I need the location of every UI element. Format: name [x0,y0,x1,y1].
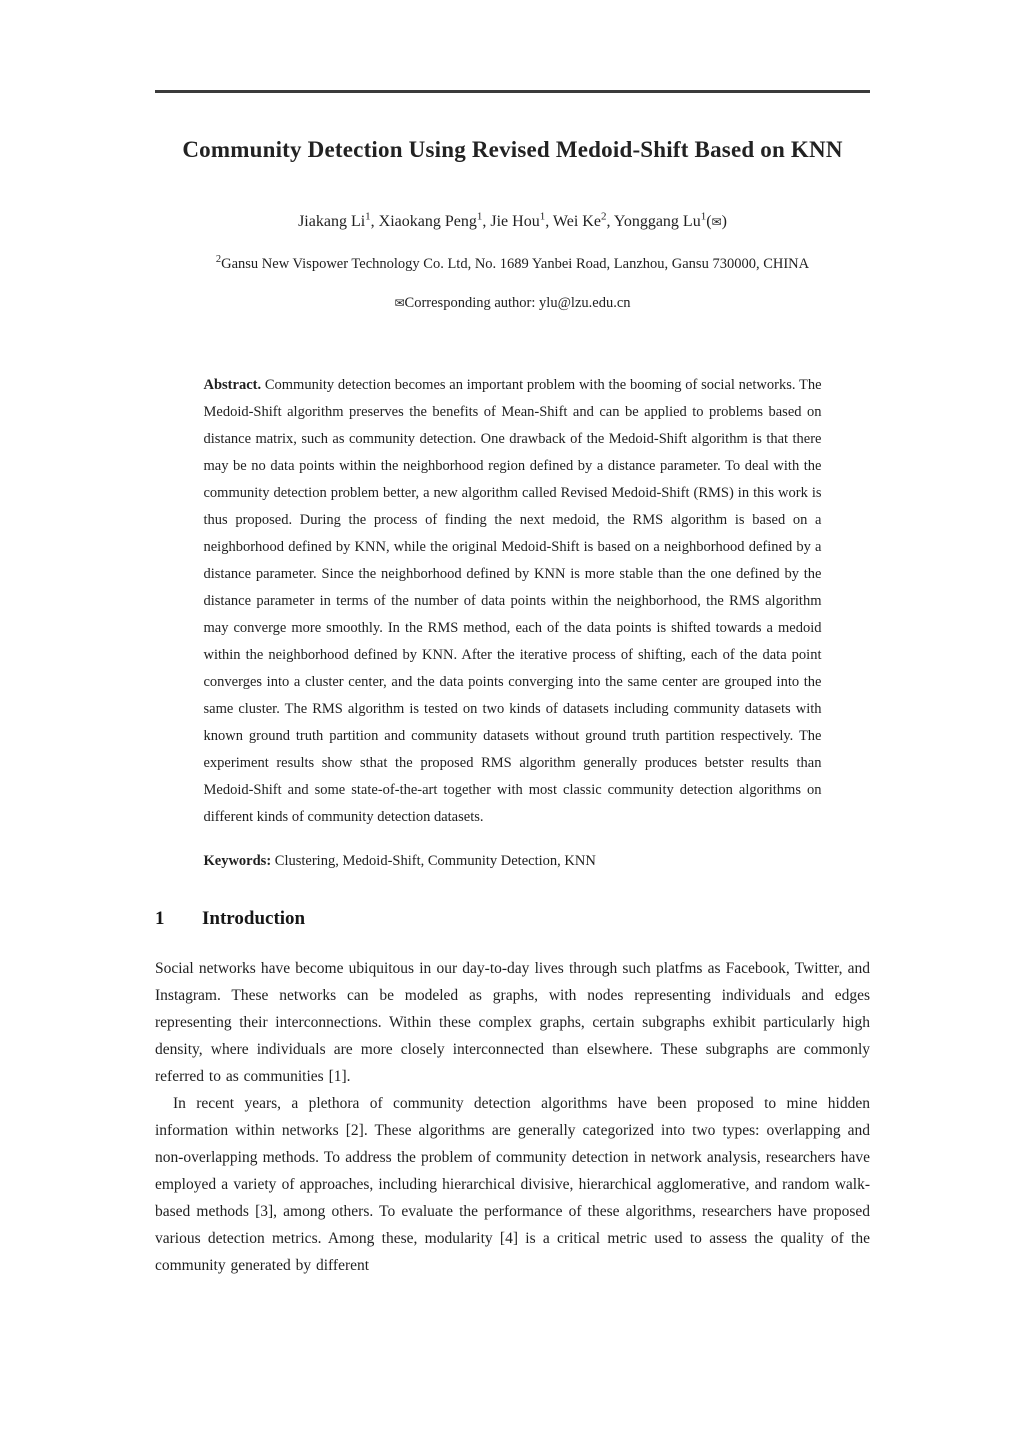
envelope-icon: ✉ [394,296,405,310]
body-paragraph: In recent years, a plethora of community detection algorithms have been proposed to mine hidden information within networks [2]. These algorithms are generally categorized into two types: overlapping and non-overlapping methods. To address the problem of community detection in network analysis, researchers have employed a variety of approaches, including hierarchical divisive, hierarchical agglomerative, and random walk-based methods [3], among others. To evaluate the performance of these algorithms, researchers have proposed various detection metrics. Among these, modularity [4] is a critical metric used to assess the quality of the community generated by different [155,1095,870,1274]
body-paragraph: Social networks have become ubiquitous in our day-to-day lives through such platfms as Facebook, Twitter, and Instagram. These networks can be modeled as graphs, with nodes representing individuals and edges representing their interconnections. Within these complex graphs, certain subgraphs exhibit particularly high density, where individuals are more closely interconnected than elsewhere. These subgraphs are commonly referred to as communities [1]. [155,960,870,1085]
corresponding-author-line [155,295,870,312]
paper-title: Community Detection Using Revised Medoid-Shift Based on KNN [182,137,843,162]
envelope-icon: ✉ [711,215,722,229]
author-name: Jie Hou [490,213,540,230]
section-title: Introduction [202,908,306,929]
header-rule-divider [155,90,870,93]
abstract-text: Community detection becomes an important problem with the booming of social networks. The Medoid-Shift algorithm preserves the benefits of Mean-Shift and can be applied to problems based on distance matrix, such as community detection. One drawback of the Medoid-Shift algorithm is that there may be no data points within the neighborhood region defined by a distance parameter. To deal with the community detection problem better, a new algorithm called Revised Medoid-Shift (RMS) in this work is thus proposed. During the process of finding the next medoid, the RMS algorithm is based on a neighborhood defined by KNN, while the original Medoid-Shift is based on a neighborhood defined by a distance parameter. Since the neighborhood defined by KNN is more stable than the one defined by the distance parameter in terms of the number of data points within the neighborhood, the RMS algorithm may converge more smoothly. In the RMS method, each of the data points is shifted towards a medoid within the neighborhood defined by KNN. After the iterative process of shifting, each of the data point converges into a cluster center, and the data points converging into the same center are grouped into the same cluster. The RMS algorithm is tested on two kinds of datasets including community datasets with known ground truth partition and community datasets without ground truth partition respectively. The experiment results show sthat the proposed RMS algorithm generally produces betster results than Medoid-Shift and some state-of-the-art together with most classic community detection algorithms on different kinds of community detection datasets. [203,377,822,825]
corresponding-email: ylu@lzu.edu.cn [539,295,631,311]
author-separator: , [606,213,611,230]
author-separator: , [370,213,375,230]
affiliation-text: Gansu New Vispower Technology Co. Ltd, No. 1689 Yanbei Road, Lanzhou, Gansu 730000, CHINA [221,256,810,272]
abstract-label: Abstract. [203,377,262,393]
author-name: Jiakang Li [298,213,366,230]
section-heading-introduction [155,908,870,930]
keywords [204,853,822,870]
section-number: 1 [155,908,165,929]
author-affiliation-sup: 1 [476,210,483,223]
author-separator: , [482,213,487,230]
keywords-label: Keywords: [203,853,272,869]
author-name: Xiaokang Peng [378,213,477,230]
corresponding-mark: (✉) [706,213,727,230]
keywords-text: Clustering, Medoid-Shift, Community Detection, KNN [274,853,596,869]
content-column [155,90,870,1279]
author-affiliation-sup: 1 [539,210,546,223]
author-line [155,210,870,231]
author-affiliation-sup: 1 [700,210,707,223]
author-affiliation-sup: 2 [600,210,607,223]
author-affiliation-sup: 1 [365,210,371,223]
author-name: Yonggang Lu [613,213,701,230]
affiliation [155,256,870,273]
author-separator: , [545,213,550,230]
corresponding-label: Corresponding author: [404,295,536,311]
author-name: Wei Ke [552,213,601,230]
affiliation-sup: 2 [215,254,222,266]
abstract [204,372,822,831]
